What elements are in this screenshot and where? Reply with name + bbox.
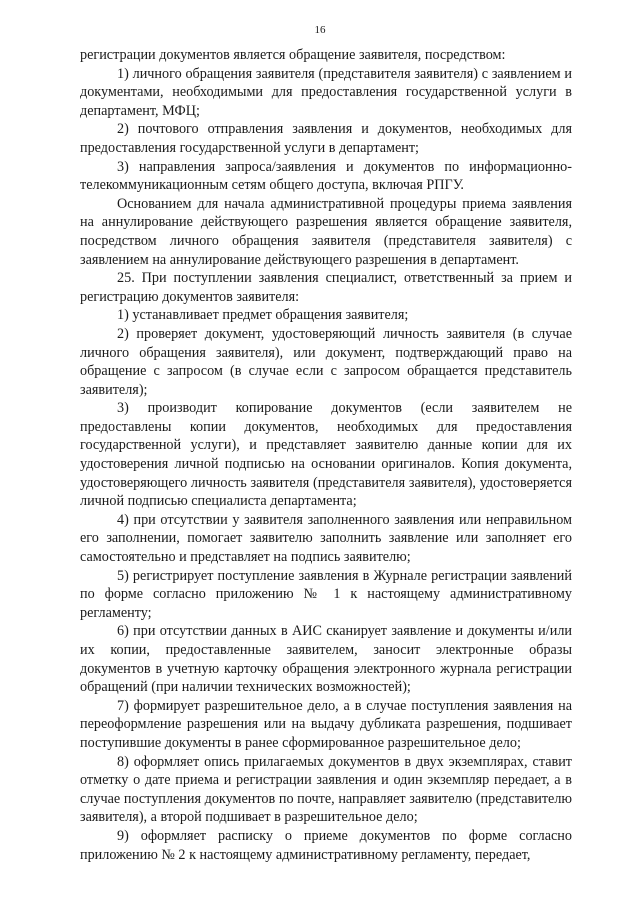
page-body — [80, 46, 572, 864]
paragraph: 8) оформляет опись прилагаемых документов в двух экземплярах, ставит отметку о дате приема и регистрации заявления и один экземпляр передает, а в случае поступления документов по почте, направляет заявителю (представителю заявителя), а второй подшивает в разрешительное дело; — [80, 753, 572, 826]
paragraph: 25. При поступлении заявления специалист, ответственный за прием и регистрацию документов заявителя: — [80, 270, 572, 305]
paragraph: 9) оформляет расписку о приеме документов по форме согласно приложению № 2 к настоящему административному регламенту, передает, — [80, 827, 572, 863]
paragraph: 2) почтового отправления заявления и документов, необходимых для предоставления государственной услуги в департамент; — [80, 121, 572, 156]
paragraph: 7) формирует разрешительное дело, а в случае поступления заявления на переоформление разрешения или на выдачу дубликата разрешения, подшивает поступившие документы в ранее сформированное разрешительное дело; — [80, 697, 572, 751]
page-number: 16 — [314, 24, 326, 36]
paragraph: 1) устанавливает предмет обращения заявителя; — [117, 307, 409, 324]
paragraph: 4) при отсутствии у заявителя заполненного заявления или неправильном его заполнении, помогает заявителю заполнить заявление или заполняет его самостоятельно и представляет на подпись заявителю; — [80, 511, 572, 566]
paragraph: 3) направления запроса/заявления и документов по информационно-телекоммуникационным сетям общего доступа, включая РПГУ. — [80, 158, 572, 194]
paragraph: 6) при отсутствии данных в АИС сканирует заявление и документы и/или их копии, предоставленные заявителем, заносит электронные образы документов в учетную карточку обращения электронного журнала регистрации обращений (при наличии технических возможностей); — [80, 623, 572, 696]
paragraph: Основанием для начала административной процедуры приема заявления на аннулирование действующего разрешения является обращение заявителя, посредством личного обращения заявителя (представителя заявителя) с заявлением на аннулирование действующего разрешения в департамент. — [80, 195, 572, 268]
paragraph: 5) регистрирует поступление заявления в Журнале регистрации заявлений по форме согласно приложению № 1 к настоящему административному регламенту; — [80, 567, 572, 621]
paragraph: 3) производит копирование документов (если заявителем не предоставлены копии документов, необходимых для предоставления государственной услуги), и представляет заявителю данные копии для их удостоверения личной подписью на основании оригиналов. Копия документа, удостоверяющего личность заявителя (представителя заявителя), удостоверяется личной подписью специалиста департамента; — [80, 400, 572, 510]
paragraph: 2) проверяет документ, удостоверяющий личность заявителя (в случае личного обращения заявителя), или документ, подтверждающий право на обращение с запросом (в случае если с запросом обращается представитель заявителя); — [80, 325, 572, 398]
paragraph: 1) личного обращения заявителя (представителя заявителя) с заявлением и документами, необходимыми для предоставления государственной услуги в департамент, МФЦ; — [80, 65, 572, 119]
paragraph: регистрации документов является обращение заявителя, посредством: — [80, 47, 506, 63]
